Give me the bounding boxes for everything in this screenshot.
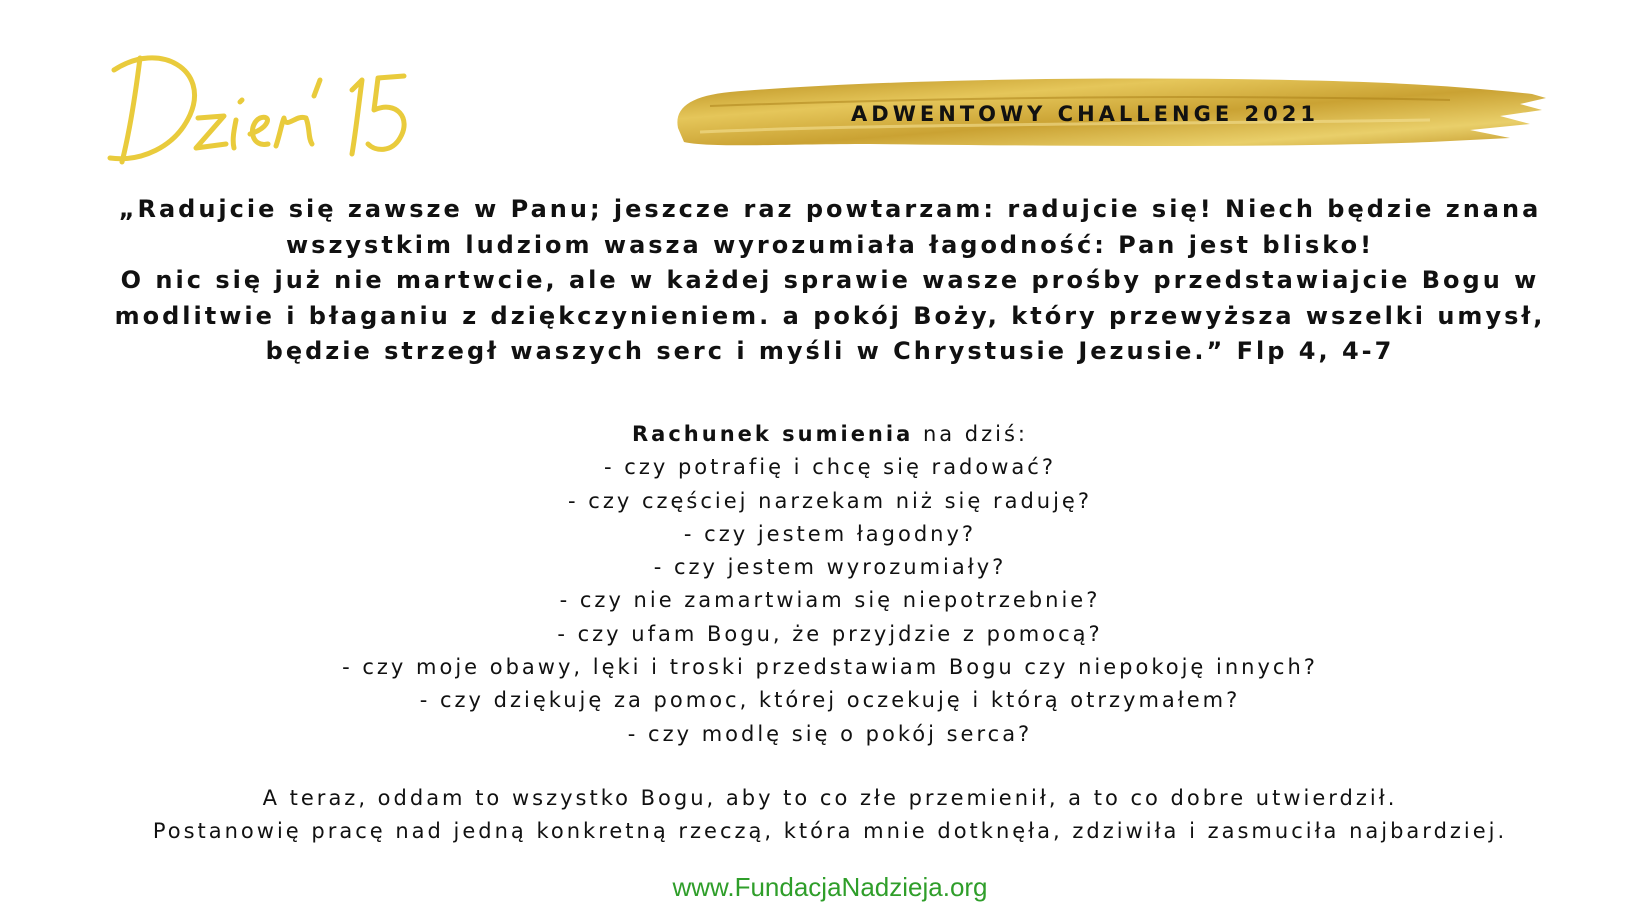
day-title-script (100, 30, 440, 180)
examination-heading-rest: na dziś: (913, 422, 1028, 446)
scripture-quote (80, 192, 1580, 370)
examination-section (80, 418, 1580, 751)
examination-question: - czy jestem łagodny? (683, 521, 977, 546)
examination-question: - czy dziękuję za pomoc, której oczekuję i którą otrzymałem? (419, 688, 1241, 713)
quote-line: modlitwie i błaganiu z dziękczynieniem. a pokój Boży, który przewyższa wszelki umysł, (114, 301, 1546, 330)
closing-line: A teraz, oddam to wszystko Bogu, aby to co złe przemienił, a to co dobre utwierdził. (262, 786, 1398, 810)
quote-line: O nic się już nie martwcie, ale w każdej sprawie wasze prośby przedstawiajcie Bogu w (120, 266, 1540, 294)
quote-line: będzie strzegł waszych serc i myśli w Chrystusie Jezusie.” Flp 4, 4-7 (265, 337, 1395, 365)
quote-line: „Radujcie się zawsze w Panu; jeszcze raz powtarzam: radujcie się! Niech będzie znana (118, 195, 1542, 223)
examination-question: - czy nie zamartwiam się niepotrzebnie? (559, 588, 1101, 613)
day-title-lettering (100, 30, 440, 180)
examination-heading (80, 418, 1580, 451)
examination-question: - czy potrafię i chcę się radować? (604, 455, 1056, 480)
examination-question: - czy jestem wyrozumiały? (653, 555, 1007, 580)
quote-line: wszystkim ludziom wasza wyrozumiała łagodność: Pan jest blisko! (285, 230, 1375, 259)
examination-question: - czy modlę się o pokój serca? (627, 721, 1033, 746)
closing-text (80, 782, 1580, 848)
examination-question: - czy ufam Bogu, że przyjdzie z pomocą? (557, 621, 1103, 646)
examination-question: - czy częściej narzekam niż się raduję? (568, 488, 1092, 513)
challenge-badge: ADWENTOWY CHALLENGE 2021 (851, 102, 1319, 126)
closing-line: Postanowię pracę nad jedną konkretną rzeczą, która mnie dotknęła, zdziwiła i zasmuciła najbardziej. (152, 819, 1508, 843)
examination-question: - czy moje obawy, lęki i troski przedstawiam Bogu czy niepokoję innych? (342, 655, 1318, 680)
examination-heading-bold: Rachunek sumienia (632, 422, 914, 446)
website-link[interactable]: www.FundacjaNadzieja.org (672, 872, 988, 902)
